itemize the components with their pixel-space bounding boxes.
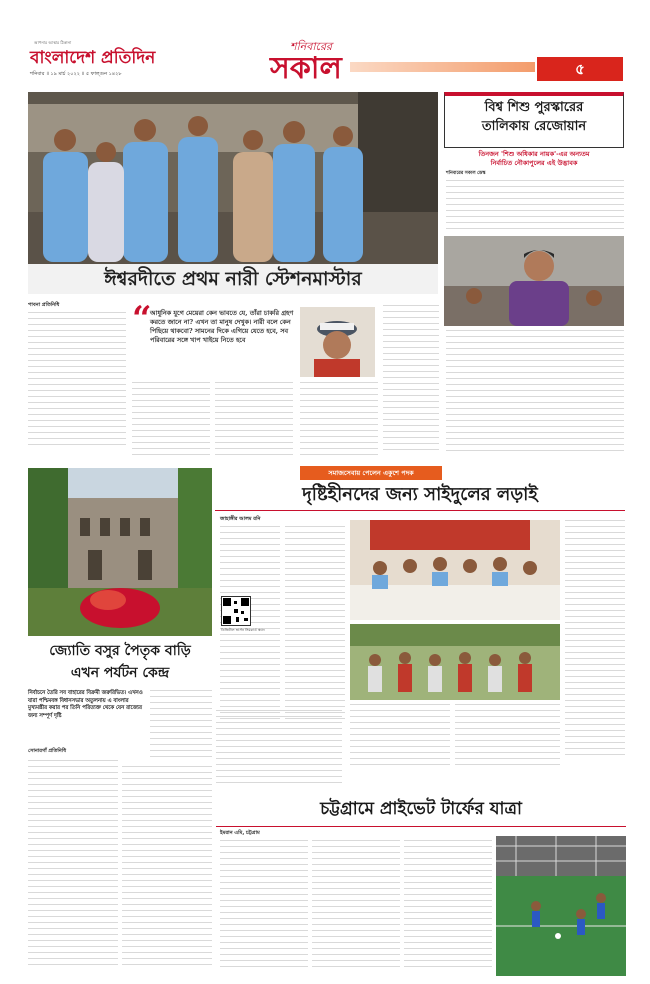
story1-headline-band (28, 264, 438, 294)
page-number: ৫ (575, 60, 585, 78)
story2-headline-line1: বিশ্ব শিশু পুরস্কারের (484, 100, 584, 115)
story2-subhead (444, 150, 624, 168)
story4-column-3 (122, 766, 212, 972)
story5-byline: ইমরান এমি, চট্টগ্রাম (220, 830, 260, 836)
story3-headline (215, 482, 625, 508)
story3-byline: জাহাঙ্গীর আলম রনি (220, 516, 261, 522)
story3-kicker-badge (300, 466, 442, 480)
masthead-tagline: আপনার আস্থার ঠিকানা (34, 40, 72, 45)
story1-byline: পাবনা প্রতিনিধি (28, 302, 60, 308)
rezowan-photo-illustration (444, 236, 624, 326)
group-illustration (350, 624, 560, 700)
story2-headline-box (444, 92, 624, 148)
qr-code-icon (222, 597, 250, 625)
turf-photo (496, 836, 626, 976)
story5-column-2 (312, 840, 400, 972)
story1-column-1 (28, 312, 126, 462)
station-photo (28, 92, 438, 264)
section-logo-main: সকাল (270, 51, 342, 86)
section-logo-top: শনিবারের (290, 40, 333, 53)
story2-byline: শনিবারের সকাল ডেস্ক (446, 171, 486, 176)
rezowan-photo (444, 236, 624, 326)
story5-headline-text: চট্টগ্রামে প্রাইভেট টার্ফের যাত্রা (320, 799, 522, 819)
story3-rule (215, 510, 625, 511)
story3-column-2 (285, 526, 345, 726)
story5-column-3 (404, 840, 492, 972)
event-illustration (350, 520, 560, 620)
page-number-badge (537, 57, 623, 81)
story5-headline (216, 794, 626, 824)
story4-column-2 (28, 760, 118, 972)
story5-rule (216, 826, 626, 827)
story3-column-4 (350, 704, 450, 774)
story1-column-2 (132, 382, 210, 462)
story4-headline-line1: জ্যোতি বসুর পৈতৃক বাড়ি (49, 643, 191, 659)
story3-headline-text: দৃষ্টিহীনদের জন্য সাইদুলের লড়াই (302, 484, 538, 505)
story3-kicker: সমাজসেবায় পেলেন একুশে পদক (328, 469, 414, 477)
story2-subhead-line1: তিনজন 'শিশু অধিকার নায়ক'-এর অন্যতম (478, 150, 590, 158)
story3-column-5 (455, 704, 560, 774)
stationmaster-portrait (300, 307, 375, 377)
saidul-group-photo (350, 624, 560, 700)
story4-headline (28, 640, 212, 686)
story1-headline: ঈশ্বরদীতে প্রথম নারী স্টেশনমাস্টার (104, 268, 362, 290)
story4-intro: নির্বাচনে তৈরি সব বাহারের বিক্রমী জরুরিভিত। এখনও যারা পশ্চিমবঙ্গ বিধানসভার অতুলনায় এ বাংলার মুখ্যমন্ত্রীর করার পর তিনি পরিত্যক্ত থেকে যেন রাজ্যের জন্য সম্পূর্ণ দৃষ্টি (28, 690, 143, 719)
story1-column-3 (215, 382, 293, 462)
jyoti-basu-house-photo (28, 468, 212, 636)
station-photo-illustration (28, 92, 438, 264)
story3-column-3 (565, 520, 625, 760)
story4-column-4 (216, 710, 342, 790)
quote-mark-icon: “ (132, 299, 152, 339)
turf-illustration (496, 836, 626, 976)
story4-byline: সোনারগাঁ প্রতিনিধি (28, 748, 66, 754)
story1-column-4 (300, 382, 378, 462)
masthead-title: বাংলাদেশ প্রতিদিন (30, 48, 156, 68)
house-illustration (28, 468, 212, 636)
story2-text-top (446, 180, 624, 235)
story4-headline-line2: এখন পর্যটন কেন্দ্র (70, 665, 170, 681)
story1-column-5 (383, 305, 439, 462)
dateline: শনিবার ॥ ১৯ মার্চ ২০২২ ॥ ৫ ফাল্গুন ১৪২৮ (30, 71, 122, 77)
story5-column-1 (220, 840, 308, 972)
story1-quote-box (132, 299, 297, 375)
story2-headline-line2: তালিকায় রেজোয়ান (481, 119, 587, 134)
saidul-event-photo (350, 520, 560, 620)
section-logo (250, 36, 360, 92)
qr-caption: ডিজিটাল ভার্সন সিমকার্ড স্ক্যান (221, 628, 265, 632)
portrait-illustration (300, 307, 375, 377)
story2-subhead-line2: নির্বাচিত নৌকাপুলের এই উদ্ভাবক (490, 159, 578, 167)
story4-column-1 (150, 690, 212, 762)
qr-code (221, 596, 251, 626)
header-orange-bar (350, 62, 535, 72)
story2-text-bottom (446, 330, 624, 462)
masthead-block (30, 40, 200, 92)
story1-quote: আধুনিক যুগে মেয়েরা কেন ভাবতে যে, তাঁরা চাকরি গ্রহণ করতে জানে না? এখন তা মানুষ দেখুক। নারী বলে কেন পিছিয়ে থাকবো? সামনের দিকে এগিয়ে যেতে হবে, সব পরিবারের সঙ্গে খাপ খাইয়ে নিতে হবে (150, 309, 294, 344)
